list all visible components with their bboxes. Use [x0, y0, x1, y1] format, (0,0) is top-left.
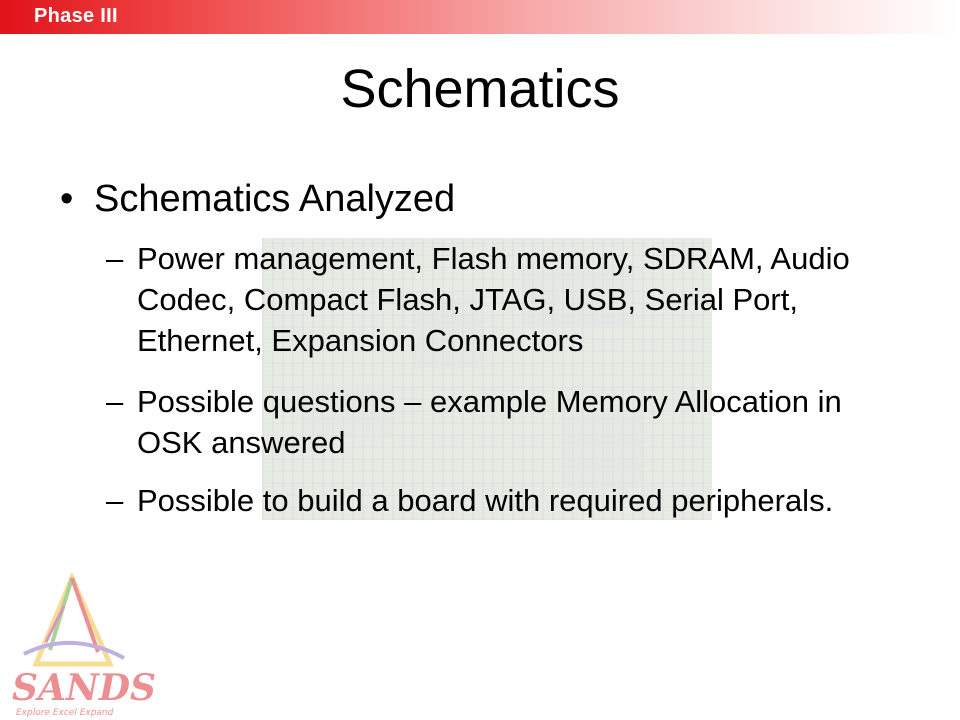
sands-logo: [6, 572, 157, 718]
logo-wordmark: SANDS: [12, 667, 157, 709]
logo-tagline: Explore Excel Expand: [16, 708, 114, 718]
sub-bullet-item: [106, 238, 906, 361]
phase-header-bar: [0, 0, 960, 34]
slide-title: Schematics: [340, 59, 620, 119]
sub-bullet-text: Possible to build a board with required peripherals.: [137, 483, 834, 518]
bullet-text: Schematics Analyzed: [94, 178, 456, 220]
logo-stroke-red: [72, 578, 98, 652]
bullet-marker: •: [60, 178, 74, 220]
sub-bullet-text: Power management, Flash memory, SDRAM, Audio Codec, Compact Flash, JTAG, USB, Serial Port, Ethernet, Expansion Connectors: [137, 241, 850, 358]
sub-bullet-marker: –: [106, 384, 124, 419]
sub-bullet-marker: –: [106, 241, 124, 276]
sub-bullet-item: [106, 480, 906, 521]
sub-bullet-text: Possible questions – example Memory Allocation in OSK answered: [137, 384, 842, 460]
sub-bullet-marker: –: [106, 483, 124, 518]
sub-bullet-item: [106, 381, 906, 463]
phase-label: Phase III: [34, 5, 118, 27]
bullet-item: [60, 178, 455, 221]
